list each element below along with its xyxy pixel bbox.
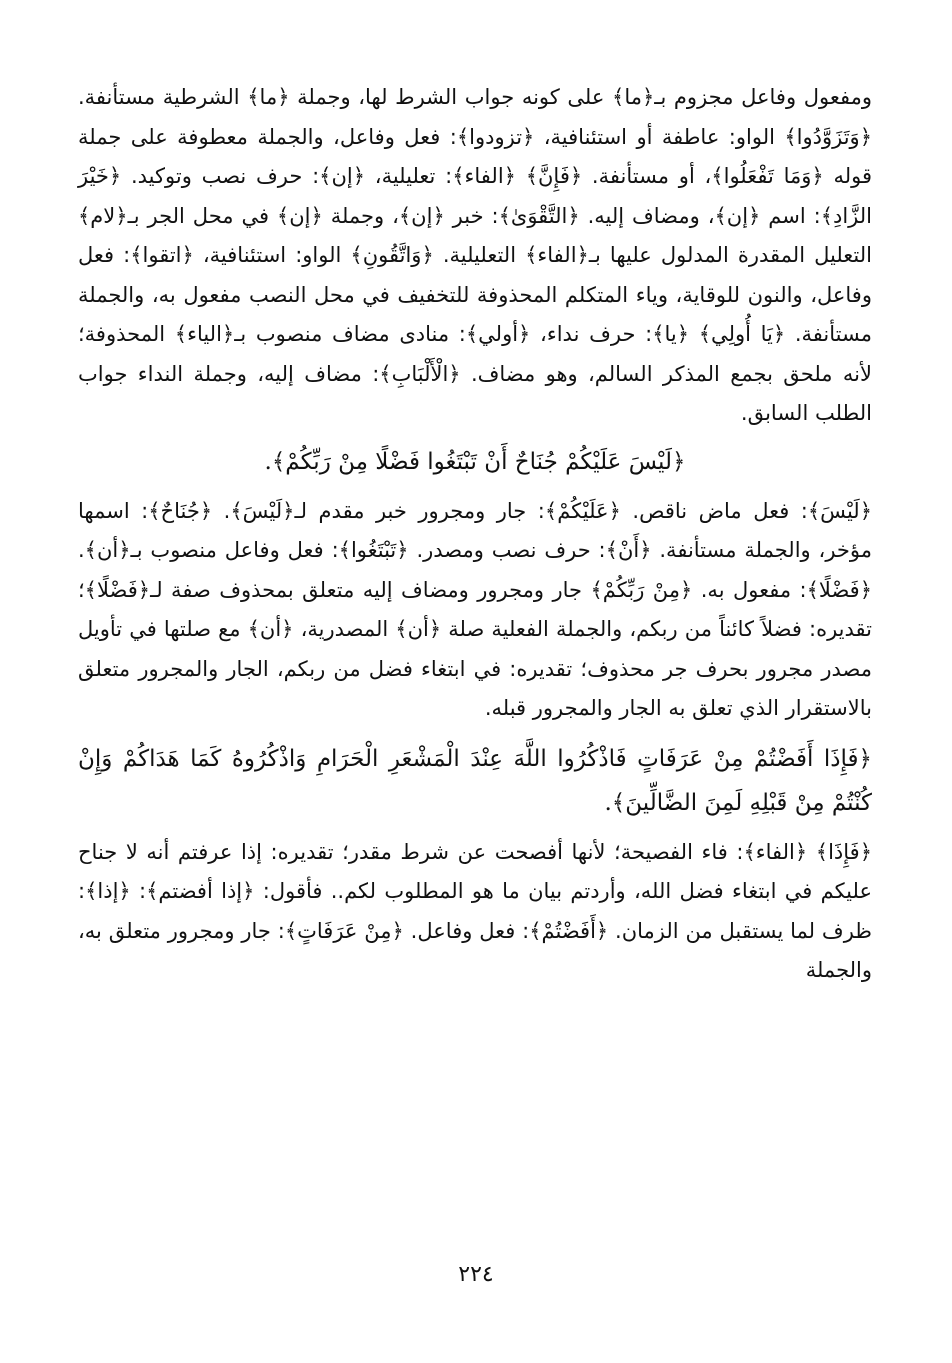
page-body xyxy=(78,78,872,991)
page-number: ٢٢٤ xyxy=(458,1262,494,1287)
quran-verse-2: ﴿فَإِذَا أَفَضْتُمْ مِنْ عَرَفَاتٍ فَاذْكُرُوا اللَّهَ عِنْدَ الْمَشْعَرِ الْحَرَامِ وَاذْكُرُوهُ كَمَا هَدَاكُمْ وَإِنْ كُنْتُمْ مِنْ قَبْلِهِ لَمِنَ الضَّالِّينَ﴾. xyxy=(78,745,872,816)
paragraph-3: ﴿فَإِذَا﴾ ﴿الفاء﴾: فاء الفصيحة؛ لأنها أفصحت عن شرط مقدر؛ تقديره: إذا عرفتم أنه لا جناح عليكم في ابتغاء فضل الله، وأردتم بيان ما هو المطلوب لكم.. فأقول: ﴿إذا أفضتم﴾: ﴿إذا﴾: ظرف لما يستقبل من الزمان. ﴿أَفَضْتُمْ﴾: فعل وفاعل. ﴿مِنْ عَرَفَاتٍ﴾: جار ومجرور متعلق به، والجملة xyxy=(78,839,872,982)
paragraph-2: ﴿لَيْسَ﴾: فعل ماض ناقص. ﴿عَلَيْكُمْ﴾: جار ومجرور خبر مقدم لـ﴿لَيْسَ﴾. ﴿جُنَاحٌ﴾: اسمها مؤخر، والجملة مستأنفة. ﴿أَنْ﴾: حرف نصب ومصدر. ﴿تَبْتَغُوا﴾: فعل وفاعل منصوب بـ﴿أن﴾. ﴿فَضْلًا﴾: مفعول به. ﴿مِنْ رَبِّكُمْ﴾ جار ومجرور ومضاف إليه متعلق بمحذوف صفة لـ﴿فَضْلًا﴾؛ تقديره: فضلاً كائناً من ربكم، والجملة الفعلية صلة ﴿أن﴾ المصدرية، ﴿أن﴾ مع صلتها في تأويل مصدر مجرور بحرف جر محذوف؛ تقديره: في ابتغاء فضل من ربكم، الجار والمجرور متعلق بالاستقرار الذي تعلق به الجار والمجرور قبله. xyxy=(78,498,872,720)
paragraph-1: ومفعول وفاعل مجزوم بـ﴿ما﴾ على كونه جواب الشرط لها، وجملة ﴿ما﴾ الشرطية مستأنفة. ﴿وَتَزَوَّدُوا﴾ الواو: عاطفة أو استئنافية، ﴿تزودوا﴾: فعل وفاعل، والجملة معطوفة على جملة قوله ﴿وَمَا تَفْعَلُوا﴾، أو مستأنفة. ﴿فَإِنَّ﴾ ﴿الفاء﴾: تعليلية، ﴿إن﴾: حرف نصب وتوكيد. ﴿خَيْرَ الزَّادِ﴾: اسم ﴿إن﴾، ومضاف إليه. ﴿التَّقْوَىٰ﴾: خبر ﴿إن﴾، وجملة ﴿إن﴾ في محل الجر بـ﴿لام﴾ التعليل المقدرة المدلول عليها بـ﴿الفاء﴾ التعليلية. ﴿وَاتَّقُونِ﴾ الواو: استئنافية، ﴿اتقوا﴾: فعل وفاعل، والنون للوقاية، وياء المتكلم المحذوفة للتخفيف في محل النصب مفعول به، والجملة مستأنفة. ﴿يَا أُولِي﴾ ﴿يا﴾: حرف نداء، ﴿أولي﴾: منادى مضاف منصوب بـ﴿الياء﴾ المحذوفة؛ لأنه ملحق بجمع المذكر السالم، وهو مضاف. ﴿الْأَلْبَابِ﴾: مضاف إليه، وجملة النداء جواب الطلب السابق. xyxy=(78,85,872,425)
quran-verse-1: ﴿لَيْسَ عَلَيْكُمْ جُنَاحٌ أَنْ تَبْتَغُوا فَضْلًا مِنْ رَبِّكُمْ﴾. xyxy=(264,448,686,475)
